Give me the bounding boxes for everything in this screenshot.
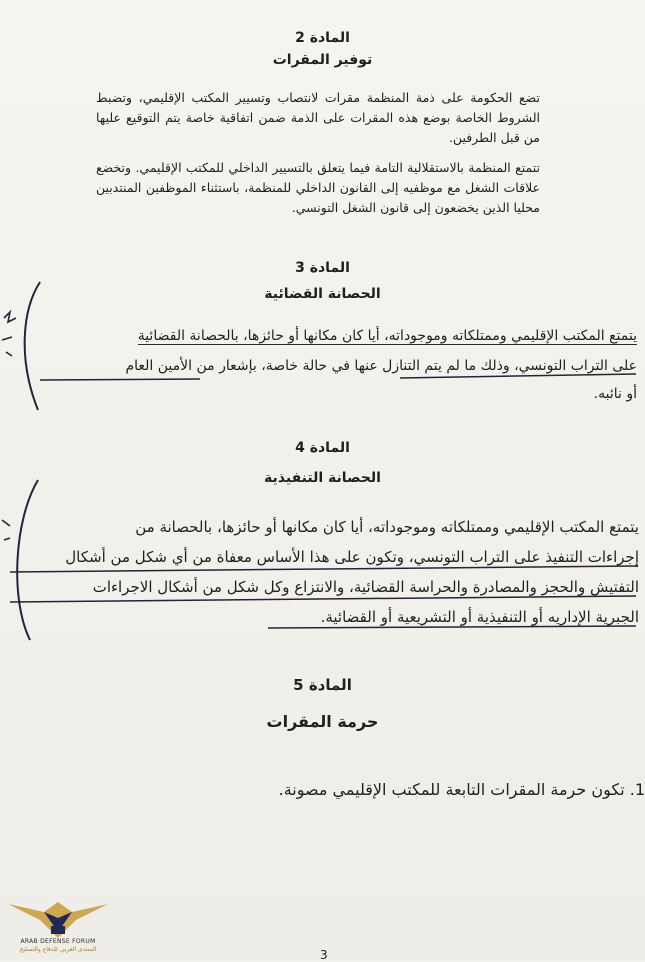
article-4-line-1: يتمتع المكتب الإقليمي وممتلكاته وموجوداته، أيا كان مكانها أو حائزها، بالحصانة من [135, 518, 639, 536]
article-5-item-1: 1. تكون حرمة المقرات التابعة للمكتب الإقليمي مصونة. [278, 780, 645, 799]
page-number: 3 [320, 948, 328, 962]
article-3-line-2: على التراب التونسي، وذلك ما لم يتم التنازل عنها في حالة خاصة، بإشعار من الأمين العام [125, 358, 637, 374]
logo-text-en: ARAB DEFENSE FORUM [20, 938, 96, 945]
article-4-line-2: إجراءات التنفيذ على التراب التونسي، وتكون على هذا الأساس معفاة من أي شكل من أشكال [65, 548, 639, 566]
article-4-number: المادة 4 [295, 440, 350, 456]
article-3-title: الحصانة القضائية [264, 286, 381, 302]
article-2-paragraph-2: تتمتع المنظمة بالاستقلالية التامة فيما يتعلق بالتسيير الداخلي للمكتب الإقليمي. وتخضع علاقات الشغل مع موظفيه إلى القانون الداخلي للمنظمة، باستثناء الموظفين المنتدبين محليا الذين يخضعون إلى قانون الشغل التونسي. [96, 160, 540, 215]
article-5-number: المادة 5 [293, 676, 352, 694]
article-3-line-1: يتمتع المكتب الإقليمي وممتلكاته وموجوداته، أيا كان مكانها أو حائزها، بالحصانة القضائية [137, 328, 637, 344]
article-2-paragraph-1: تضع الحكومة على ذمة المنظمة مقرات لانتصاب وتسيير المكتب الإقليمي، وتضبط الشروط الخاصة بوضع هذه المقرات على الذمة ضمن اتفاقية خاصة يتم التوقيع عليها من قبل الطرفين. [96, 90, 540, 145]
article-4-title: الحصانة التنفيذية [264, 470, 381, 486]
article-2-number: المادة 2 [295, 30, 350, 46]
article-3-number: المادة 3 [295, 260, 350, 276]
article-2-title: توفير المقرات [272, 52, 373, 68]
logo-text-ar: المنتدى العربي للدفاع والتسليح [19, 946, 97, 953]
eagle-emblem-icon [4, 898, 112, 940]
arab-defense-forum-logo [4, 898, 112, 958]
article-4-line-3: التفتيش والحجز والمصادرة والحراسة القضائية، والانتزاع وكل شكل من أشكال الاجراءات [92, 578, 639, 596]
article-5-title: حرمة المقرات [266, 712, 379, 731]
article-3-line-3: أو نائبه. [593, 386, 637, 402]
article-4-line-4: الجبرية الإداريه أو التنفيذية أو التشريعية أو القضائية. [320, 608, 639, 626]
